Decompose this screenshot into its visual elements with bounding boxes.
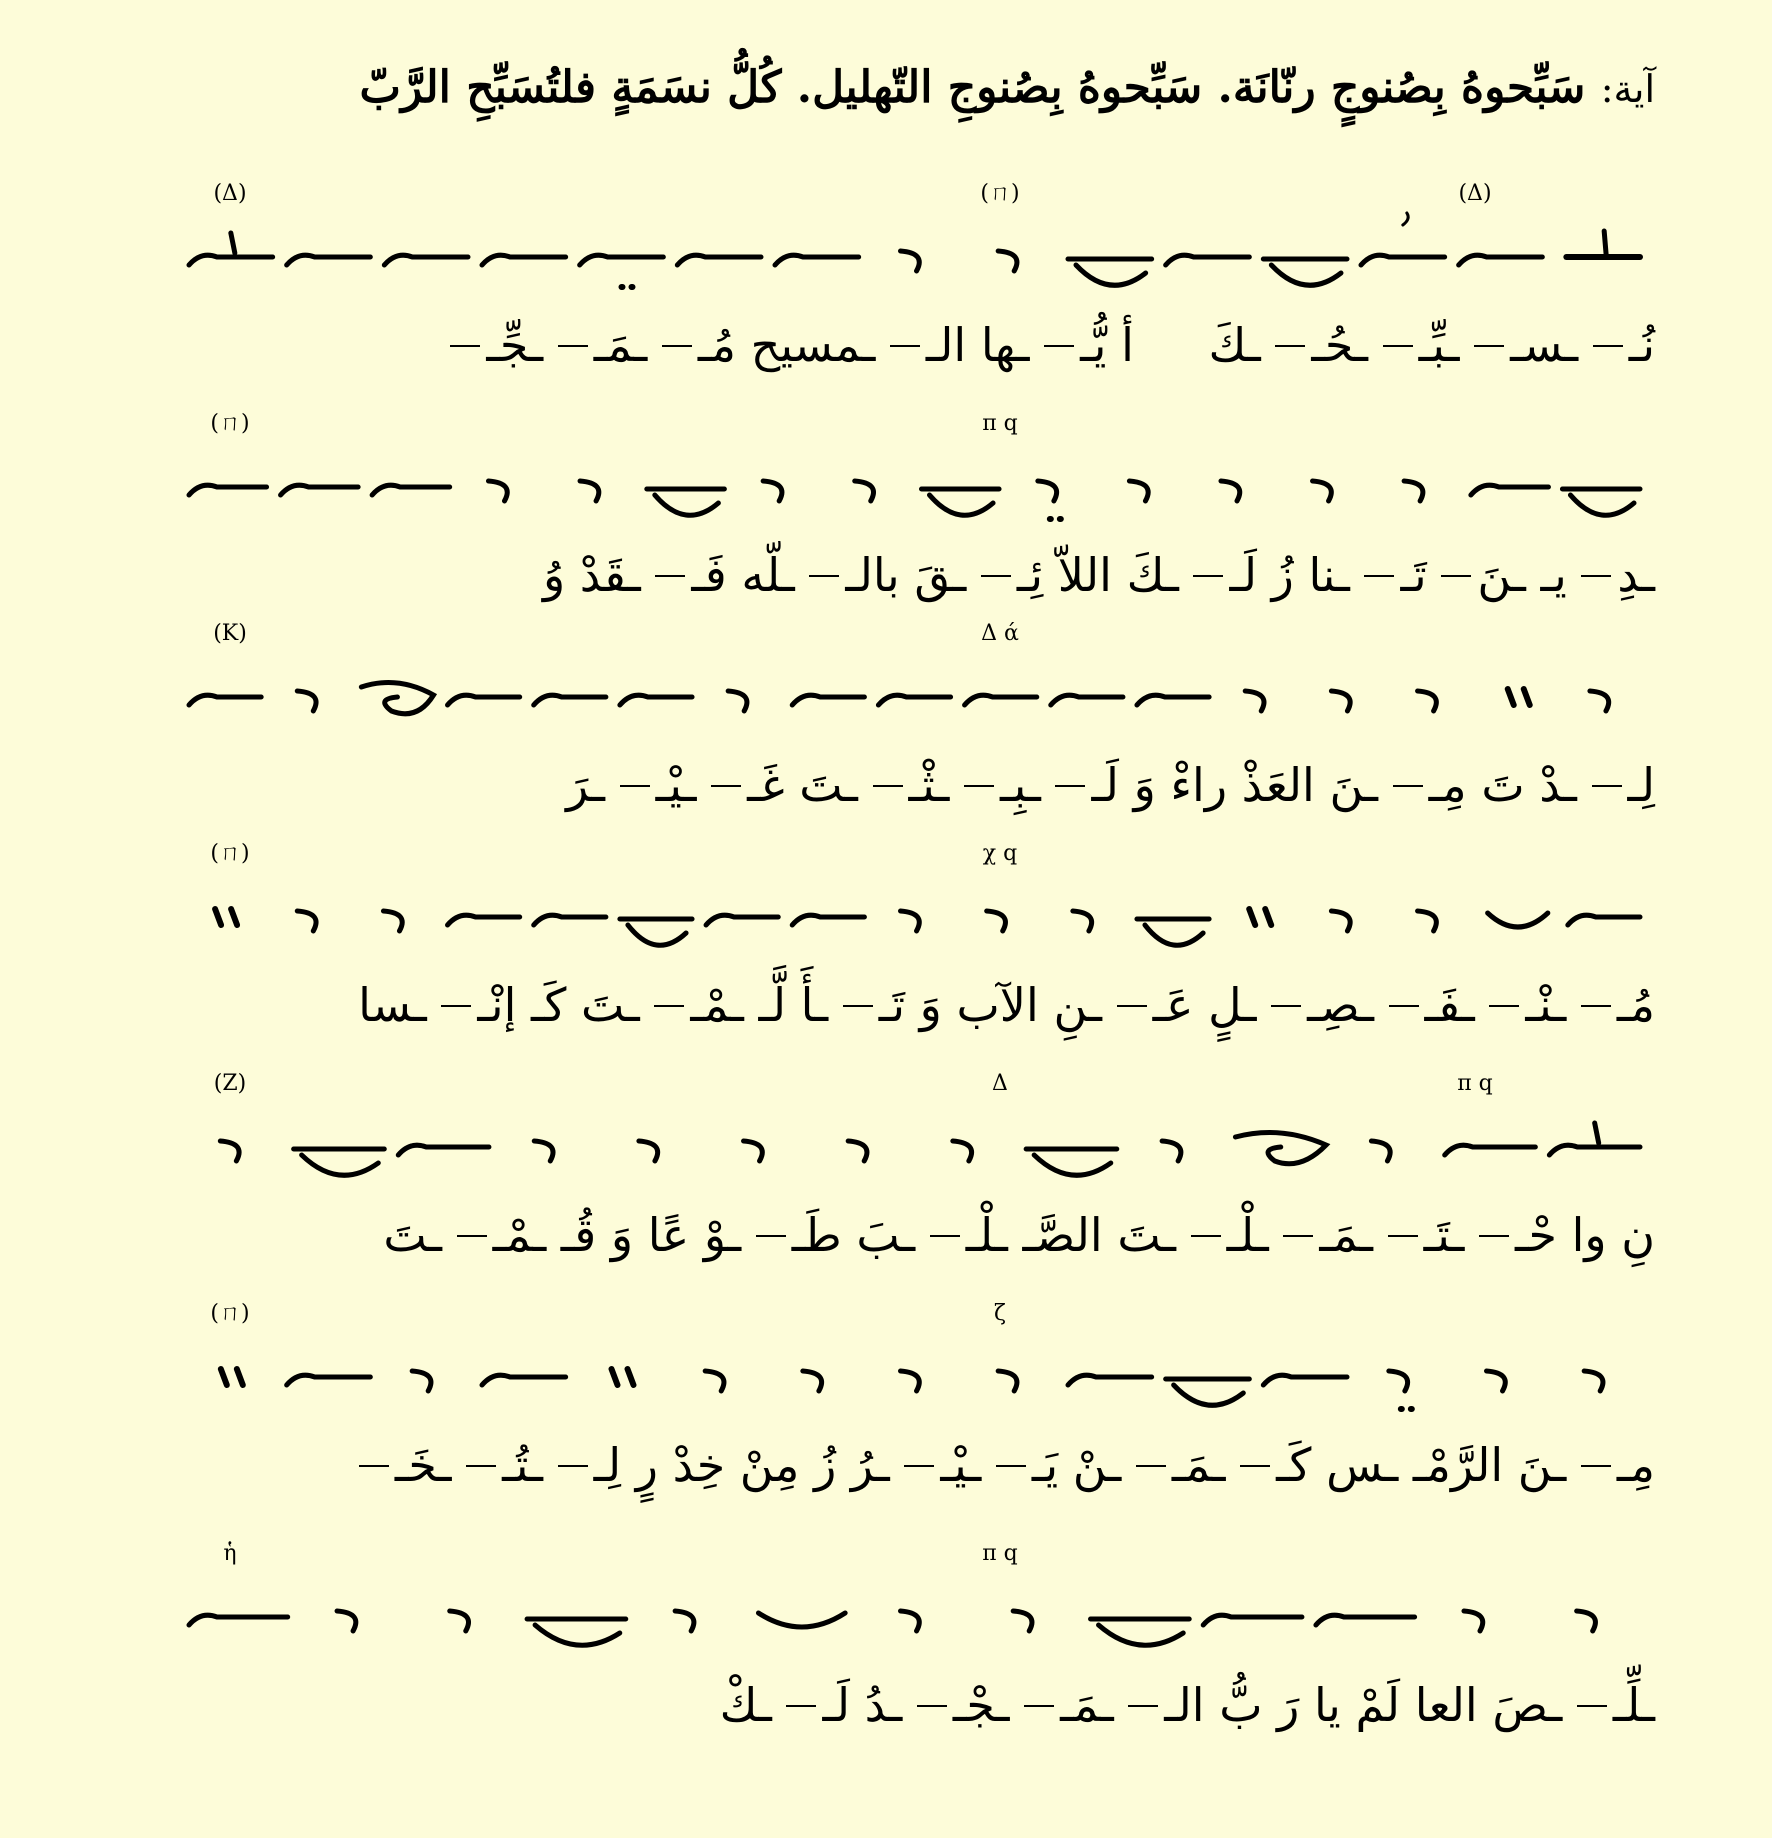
lyric-syllable: قُـ: [560, 1208, 597, 1262]
lyric-syllable: ـلْـ: [1191, 1190, 1269, 1280]
neume-line: [0, 1071, 1772, 1190]
neume-mark: [1263, 1375, 1347, 1385]
neume-mark: [1389, 1371, 1408, 1391]
neume-mark: [1137, 919, 1209, 945]
lyric-syllable: ـرَ: [566, 758, 605, 812]
neume-mark: [855, 481, 874, 501]
lyric-line: [160, 530, 1655, 620]
lyric-syllable: ـكَ: [1126, 548, 1179, 602]
neume-mark: [901, 911, 920, 931]
neume-mark: [706, 915, 778, 925]
neume-mark: [1584, 1371, 1603, 1391]
lyric-syllable: فَـ: [655, 530, 726, 620]
neume-mark: [231, 233, 235, 253]
neume-mark: [758, 1613, 845, 1627]
neume-mark: [372, 485, 450, 495]
lyric-syllable: يـ: [1540, 548, 1567, 602]
neume-mark: [1013, 1611, 1032, 1631]
neume-line: [0, 181, 1772, 300]
lyric-syllable: وَ: [1133, 758, 1156, 812]
neume-mark: [647, 489, 725, 515]
lyric-syllable: عَـ: [1117, 960, 1194, 1050]
neume-mark: [1162, 1141, 1181, 1161]
lyric-syllable: تَـ: [843, 960, 905, 1050]
neume-mark: [1129, 481, 1148, 501]
neume-mark: [1445, 1145, 1536, 1155]
lyric-line: [160, 1190, 1655, 1280]
neume-mark: [221, 1369, 243, 1385]
neume-mark: [1568, 915, 1640, 925]
neume-mark: [527, 1619, 626, 1645]
martyria-mark: Δ: [992, 1071, 1008, 1096]
lyric-syllable: ـتَ: [799, 758, 858, 812]
lyric-syllable: الصَّـ: [1022, 1208, 1103, 1262]
lyric-syllable: ـقَدْ: [579, 548, 641, 602]
martyria-mark: (ㄇ): [980, 181, 1020, 206]
lyric-syllable: خِدْ: [672, 1438, 726, 1492]
neume-mark: [901, 251, 920, 271]
neume-mark: [294, 1149, 385, 1175]
lyric-syllable: ـرُ: [850, 1438, 890, 1492]
neume-line: [0, 621, 1772, 740]
lyric-syllable: ـجْـ: [917, 1660, 1010, 1750]
lyric-line: [160, 960, 1655, 1050]
neume-mark: [987, 911, 1006, 931]
lyric-syllable: وُ: [542, 548, 566, 602]
lyric-syllable: ـنا: [1308, 548, 1350, 602]
neume-mark: [287, 255, 371, 265]
neume-mark: [580, 255, 664, 265]
neume-mark: [744, 1141, 763, 1161]
neume-mark: [848, 1141, 867, 1161]
lyric-syllable: ـفَـ: [1389, 960, 1475, 1050]
lyric-syllable: ـدُ: [864, 1678, 903, 1732]
neume-mark: [1235, 1133, 1326, 1164]
neume-mark: [189, 255, 273, 265]
neume-mark: [792, 695, 864, 705]
lyric-syllable: ـتَ: [581, 978, 640, 1032]
neume-mark: [1404, 481, 1423, 501]
lyric-syllable: ـبِـ: [964, 740, 1041, 830]
lyric-syllable: ـمَـ: [1136, 1420, 1226, 1510]
neume-mark: [922, 489, 1000, 515]
neume-mark: [534, 915, 606, 925]
neume-mark: [1068, 1375, 1152, 1385]
lyric-syllable: يُّـ: [1044, 300, 1106, 390]
neume-mark: [1577, 1611, 1596, 1631]
martyria-mark: Δ ά: [981, 621, 1019, 646]
neume-mark: [901, 1371, 920, 1391]
neume-mark: [705, 1371, 724, 1391]
neume-mark: [534, 1141, 553, 1161]
lyric-syllable: ـكْ: [719, 1678, 772, 1732]
lyric-syllable: رٍ: [635, 1438, 658, 1492]
neume-mark: [1371, 1141, 1390, 1161]
martyria-mark: π q: [982, 411, 1018, 436]
lyric-syllable: ـوْ: [703, 1208, 742, 1262]
lyric-syllable: ـتَ: [383, 1208, 442, 1262]
neume-mark: [1418, 911, 1437, 931]
neume-mark: [901, 1611, 920, 1631]
lyric-syllable: ـيْـ: [904, 1420, 981, 1510]
lyric-syllable: ـنْ: [1072, 1438, 1122, 1492]
neume-mark: [792, 915, 864, 925]
lyric-syllable: ـمْـ: [654, 960, 744, 1050]
neume-mark: [763, 481, 782, 501]
neume-mark: [965, 695, 1037, 705]
neume-line: [0, 841, 1772, 960]
neume-mark: [337, 1611, 356, 1631]
martyria-mark: (Δ): [213, 181, 247, 206]
neume-mark: [220, 1141, 239, 1161]
neume-mark: [1245, 691, 1264, 711]
neume-mark: [482, 1375, 566, 1385]
neume-line: [0, 1541, 1772, 1660]
lyric-syllable: لَمْ: [1355, 1678, 1401, 1732]
neume-mark: [215, 909, 237, 925]
neume-mark: [803, 1371, 822, 1391]
neume-mark: [361, 683, 433, 714]
neume-mark: [1361, 255, 1445, 265]
neume-mark: [1166, 1379, 1250, 1405]
verse-text: سَبِّحوهُ بِصُنوجٍ رنّانَة. سَبِّحوهُ بِصُنوجِ التّهليل. كُلُّ نسَمَةٍ فلتُسَبِّحِ الرَّبّ: [359, 62, 1586, 113]
neume-mark: [1459, 255, 1543, 265]
lyric-syllable: لِـ: [1592, 740, 1656, 830]
lyric-syllable: ـخَـ: [359, 1420, 452, 1510]
lyric-syllable: ـمسيح: [750, 318, 876, 372]
lyric-syllable: رَ: [1277, 1678, 1300, 1732]
neume-mark: [953, 1141, 972, 1161]
neume-mark: [448, 695, 520, 705]
neume-mark: [1263, 259, 1347, 285]
neume-mark: [1038, 481, 1057, 501]
neume-mark: [775, 255, 859, 265]
martyria-mark: (Δ): [1458, 181, 1492, 206]
lyric-syllable: ـنَ: [1517, 1438, 1567, 1492]
neume-mark: [488, 481, 507, 501]
lyric-syllable: اللاّ: [1057, 548, 1112, 602]
neume-mark: [612, 1369, 634, 1385]
lyric-syllable: وَ: [610, 1208, 634, 1262]
martyria-mark: (ㄇ): [210, 411, 250, 436]
lyric-syllable: ـمْـ: [457, 1190, 547, 1280]
neume-mark: [675, 1611, 694, 1631]
lyric-syllable: ـنَ: [1329, 758, 1378, 812]
lyric-syllable: مُـ: [1581, 960, 1655, 1050]
neume-mark: [281, 485, 359, 495]
neume-mark: [1316, 1615, 1415, 1625]
lyric-syllable: ـنَ: [1441, 530, 1526, 620]
lyric-syllable: ـبَ: [856, 1208, 916, 1262]
lyric-syllable: العا: [1414, 1678, 1478, 1732]
lyric-syllable: ـسا: [358, 978, 427, 1032]
neume-mark: [1051, 695, 1123, 705]
lyric-syllable: ـثْـ: [873, 740, 950, 830]
lyric-syllable: طَـ: [756, 1190, 842, 1280]
neume-mark: [620, 919, 692, 945]
lyric-syllable: مُـ: [662, 300, 736, 390]
lyric-syllable: يا: [1313, 1678, 1341, 1732]
lyric-syllable: كَـ: [531, 978, 567, 1032]
lyric-syllable: ـمَـ: [558, 300, 648, 390]
lyric-syllable: نِ: [1621, 1208, 1655, 1262]
martyria-mark: π q: [982, 1541, 1018, 1566]
neume-mark: [1595, 1123, 1599, 1143]
neume-mark: [1562, 489, 1640, 515]
neume-line: [0, 1301, 1772, 1420]
martyria-mark: π q: [1457, 1071, 1493, 1096]
lyric-syllable: بالـ: [809, 530, 899, 620]
neume-mark: [1487, 1371, 1506, 1391]
neume-mark: [620, 695, 692, 705]
lyric-syllable: ـمَـ: [1283, 1190, 1373, 1280]
lyric-syllable: مِـ: [1393, 740, 1467, 830]
neume-mark: [1488, 913, 1548, 927]
lyric-syllable: حْـ: [1479, 1190, 1557, 1280]
lyric-syllable: ـبِّـ: [1383, 300, 1460, 390]
lyric-syllable: زُ: [1271, 548, 1294, 602]
neume-mark: [1331, 691, 1350, 711]
neume-mark: [1549, 1145, 1640, 1155]
lyric-syllable: لَـ: [786, 1660, 850, 1750]
neume-mark: [728, 691, 747, 711]
lyric-syllable: ـجِّـ: [450, 300, 543, 390]
neume-mark: [448, 915, 520, 925]
neume-mark: [297, 691, 316, 711]
neume-mark: [1464, 1611, 1483, 1631]
lyric-syllable: ـنْـ: [1489, 960, 1566, 1050]
lyric-syllable: لَـ: [1055, 740, 1119, 830]
lyric-syllable: مِنْ: [739, 1438, 800, 1492]
lyric-line: [160, 740, 1655, 830]
neume-mark: [1403, 213, 1408, 225]
neume-mark: [580, 481, 599, 501]
lyric-syllable: غَـ: [711, 740, 785, 830]
neume-mark: [189, 1615, 288, 1625]
lyric-syllable: ـصِـ: [1271, 960, 1374, 1050]
neume-mark: [1604, 231, 1606, 255]
lyric-syllable: ـيْـ: [620, 740, 697, 830]
neume-mark: [383, 911, 402, 931]
lyric-syllable: ـأَ: [800, 978, 829, 1032]
neume-mark: [287, 1375, 371, 1385]
verse-header: [160, 58, 1655, 119]
lyric-syllable: وَ: [919, 978, 942, 1032]
lyric-syllable: الـ: [890, 300, 966, 390]
neume-mark: [1137, 695, 1209, 705]
neume-mark: [1249, 909, 1271, 925]
lyric-syllable: ئِـ: [981, 530, 1043, 620]
verse-label: آية:: [1600, 67, 1655, 111]
neume-mark: [1073, 911, 1092, 931]
neume-mark: [412, 1371, 431, 1391]
lyric-syllable: مِـ: [1581, 1420, 1655, 1510]
lyric-syllable: بُّ: [1219, 1678, 1263, 1732]
martyria-mark: (ㄇ): [210, 841, 250, 866]
lyric-syllable: ـكَ: [1208, 318, 1261, 372]
lyric-syllable: ـلِّـ: [1577, 1660, 1655, 1750]
neume-mark: [677, 255, 761, 265]
neume-mark: [1026, 1149, 1117, 1175]
neume-mark: [297, 911, 316, 931]
neume-mark: [450, 1611, 469, 1631]
neume-mark: [1068, 259, 1152, 285]
lyric-syllable: ـتَ: [1117, 1208, 1176, 1262]
lyric-syllable: ـدْ: [1539, 758, 1577, 812]
lyric-syllable: نُـ: [1593, 300, 1655, 390]
lyric-syllable: يَـ: [996, 1420, 1058, 1510]
lyric-syllable: لَـ: [1193, 530, 1257, 620]
lyric-syllable: ـتَـ: [1388, 1190, 1465, 1280]
lyric-syllable: كَـ: [1240, 1420, 1311, 1510]
lyric-syllable: ـلْـ: [930, 1190, 1008, 1280]
neume-mark: [1508, 689, 1530, 705]
neume-mark: [1091, 1619, 1190, 1645]
lyric-syllable: ـصَ: [1492, 1678, 1563, 1732]
neume-mark: [1418, 691, 1437, 711]
martyria-mark: (Z): [213, 1071, 247, 1096]
lyric-syllable: ـنِ: [1053, 978, 1102, 1032]
neume-mark: [534, 695, 606, 705]
neume-mark: [1313, 481, 1332, 501]
lyric-syllable: الـ: [1128, 1660, 1204, 1750]
neume-mark: [1331, 911, 1350, 931]
neume-mark: [1590, 691, 1609, 711]
neume-mark: [1471, 485, 1549, 495]
lyric-syllable: لَّـ: [758, 978, 786, 1032]
lyric-line: [160, 300, 1655, 390]
lyric-syllable: تَـ: [1364, 530, 1426, 620]
lyric-syllable: الآب: [956, 978, 1039, 1032]
martyria-mark: χ q: [982, 841, 1018, 866]
neume-mark: [189, 485, 267, 495]
lyric-syllable: ـها: [980, 318, 1030, 372]
lyric-syllable: العَذْ: [1241, 758, 1315, 812]
lyric-line: [160, 1660, 1655, 1750]
lyric-syllable: تَ: [1481, 758, 1525, 812]
neume-mark: [1221, 481, 1240, 501]
martyria-mark: ἡ: [223, 1541, 237, 1566]
lyric-syllable: لِـ: [558, 1420, 622, 1510]
neume-mark: [482, 255, 566, 265]
lyric-syllable: زُ: [814, 1438, 837, 1492]
lyric-syllable: وا: [1571, 1208, 1607, 1262]
neume-mark: [384, 255, 468, 265]
lyric-syllable: إنْـ: [441, 960, 516, 1050]
lyric-syllable: أ: [1121, 318, 1134, 372]
lyric-syllable: ـحُـ: [1275, 300, 1368, 390]
lyric-syllable: ـس: [1326, 1438, 1399, 1492]
martyria-mark: ζ: [994, 1301, 1006, 1326]
lyric-syllable: ـلّه: [741, 548, 795, 602]
lyric-syllable: ـدِ: [1581, 530, 1655, 620]
lyric-line: [160, 1420, 1655, 1510]
lyric-syllable: ـتُـ: [466, 1420, 543, 1510]
neume-mark: [189, 695, 261, 705]
neume-mark: [639, 1141, 658, 1161]
martyria-mark: (ㄇ): [210, 1301, 250, 1326]
neume-mark: [998, 1371, 1017, 1391]
lyric-syllable: عًا: [647, 1208, 690, 1262]
neume-mark: [1166, 255, 1250, 265]
neume-mark: [398, 1145, 489, 1155]
lyric-syllable: راءْ: [1170, 758, 1228, 812]
lyric-syllable: ـسـ: [1474, 300, 1578, 390]
neume-line: [0, 411, 1772, 530]
neume-mark: [998, 251, 1017, 271]
lyric-syllable: الرَّمْـ: [1412, 1438, 1504, 1492]
neume-mark: [1203, 1615, 1302, 1625]
neume-mark: [878, 695, 950, 705]
lyric-syllable: ـمَـ: [1024, 1660, 1114, 1750]
lyric-syllable: ـلٍ: [1208, 978, 1257, 1032]
martyria-mark: (K): [213, 621, 247, 646]
lyric-syllable: ـقَ: [914, 548, 967, 602]
